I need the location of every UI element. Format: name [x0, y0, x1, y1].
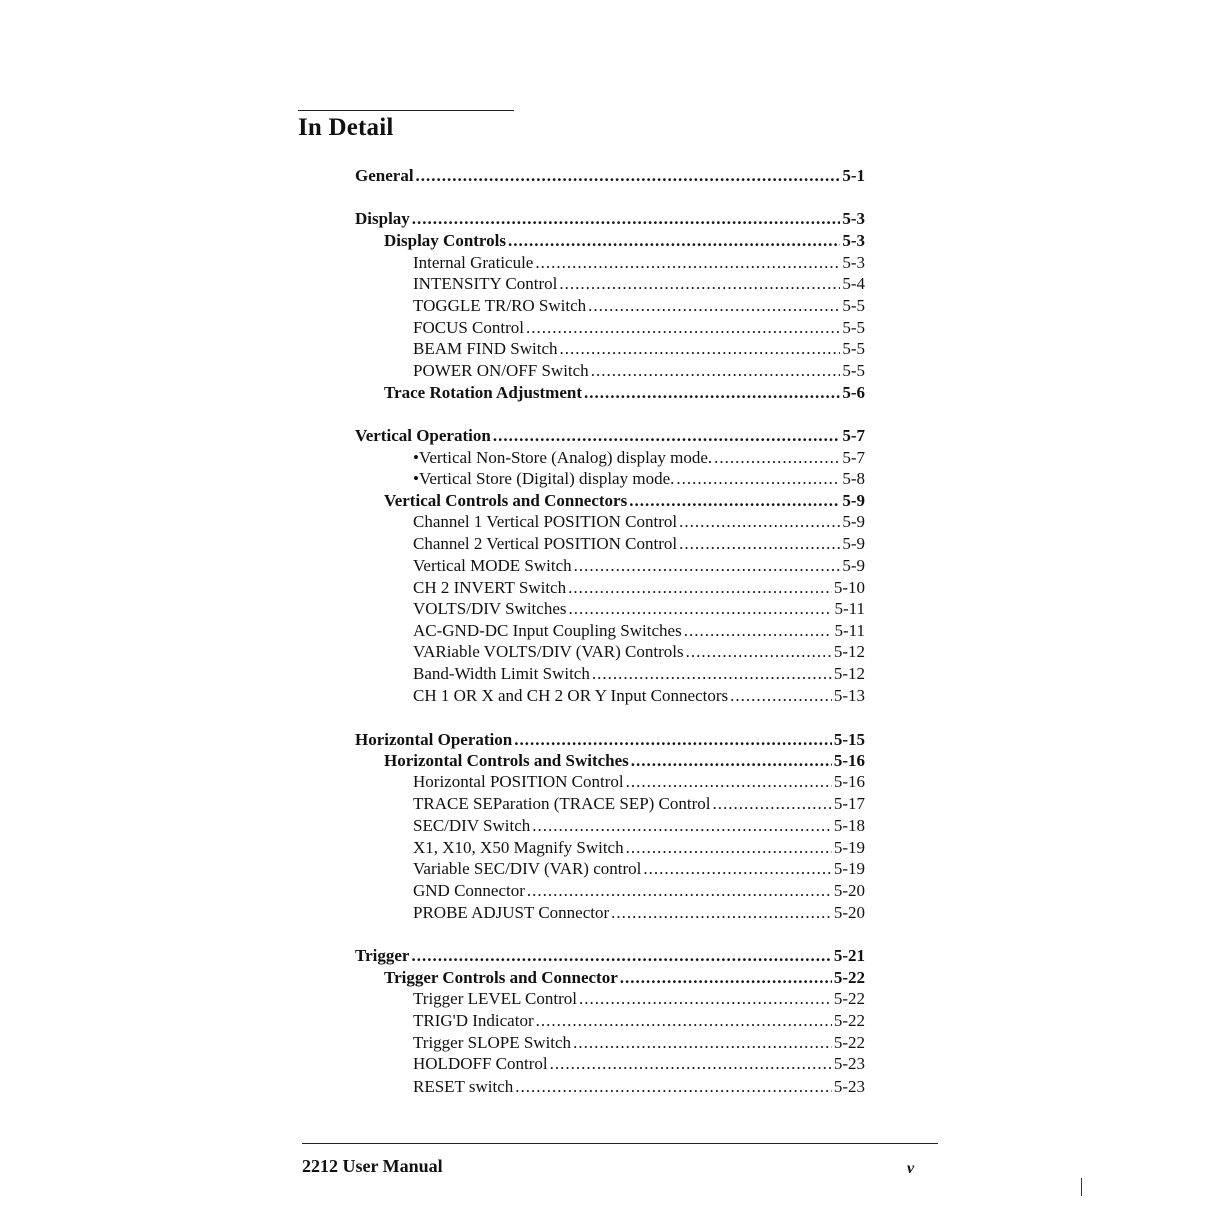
toc-dot-leader [527, 880, 832, 902]
toc-dot-leader [560, 338, 841, 360]
toc-entry-page: 5-17 [833, 794, 865, 813]
toc-entry-page: 5-7 [842, 448, 865, 467]
toc-entry [413, 641, 865, 663]
toc-entry [413, 1032, 865, 1054]
toc-entry-label: CH 1 OR X and CH 2 OR Y Input Connectors [413, 686, 729, 705]
toc-entry-page: 5-22 [833, 1011, 865, 1030]
toc-entry [384, 750, 865, 772]
toc-entry-page: 5-16 [833, 772, 865, 791]
toc-entry-label: Vertical MODE Switch [413, 556, 572, 575]
toc-entry-page: 5-19 [833, 859, 865, 878]
toc-entry-page: 5-13 [833, 686, 865, 705]
toc-entry-label: Trigger SLOPE Switch [413, 1033, 572, 1052]
toc-dot-leader [515, 1076, 832, 1098]
toc-dot-leader [416, 165, 841, 187]
footer-manual-title: 2212 User Manual [302, 1156, 443, 1176]
toc-entry-label: Variable SEC/DIV (VAR) control [413, 859, 642, 878]
toc-dot-leader [526, 317, 840, 339]
scan-mark [1081, 1178, 1082, 1196]
toc-entry-page: 5-9 [842, 491, 865, 510]
toc-entry-label: Horizontal Operation [355, 730, 513, 749]
toc-dot-leader [620, 967, 832, 989]
toc-entry-page: 5-12 [833, 642, 865, 661]
toc-entry-page: 5-23 [833, 1077, 865, 1096]
toc-entry [413, 771, 865, 793]
toc-dot-leader [626, 837, 832, 859]
toc-entry-label: General [355, 166, 414, 185]
toc-entry-page: 5-16 [833, 751, 865, 770]
toc-entry [355, 208, 865, 230]
toc-entry-label: Vertical Controls and Connectors [384, 491, 628, 510]
toc-entry [413, 360, 865, 382]
toc-entry-page: 5-23 [833, 1054, 865, 1073]
toc-entry [355, 729, 865, 751]
toc-entry [413, 815, 865, 837]
toc-dot-leader [676, 468, 840, 490]
toc-entry [413, 273, 865, 295]
toc-entry [384, 382, 865, 404]
toc-entry-label: GND Connector [413, 881, 525, 900]
toc-dot-leader [684, 620, 833, 642]
toc-dot-leader [574, 555, 841, 577]
toc-dot-leader [631, 750, 832, 772]
toc-dot-leader [588, 295, 840, 317]
toc-dot-leader [643, 858, 831, 880]
toc-entry-label: Channel 2 Vertical POSITION Control [413, 534, 678, 553]
toc-entry-page: 5-3 [842, 253, 865, 272]
toc-entry-label: Band-Width Limit Switch [413, 664, 590, 683]
toc-entry-label: Horizontal POSITION Control [413, 772, 624, 791]
toc-entry-label: Internal Graticule [413, 253, 534, 272]
toc-entry-label: Trigger Controls and Connector [384, 968, 618, 987]
toc-entry-page: 5-5 [842, 339, 865, 358]
toc-entry-label: TOGGLE TR/RO Switch [413, 296, 587, 315]
toc-entry [413, 338, 865, 360]
toc-entry-page: 5-1 [842, 166, 865, 185]
toc-dot-leader [514, 729, 832, 751]
toc-entry [413, 620, 865, 642]
toc-entry [413, 468, 865, 490]
toc-entry [413, 663, 865, 685]
toc-dot-leader [611, 902, 832, 924]
toc-entry-label: AC-GND-DC Input Coupling Switches [413, 621, 682, 640]
toc-dot-leader [591, 360, 841, 382]
toc-entry-label: FOCUS Control [413, 318, 524, 337]
toc-entry [413, 533, 865, 555]
toc-dot-leader [730, 685, 832, 707]
toc-entry [384, 490, 865, 512]
toc-entry-label: Trigger LEVEL Control [413, 989, 578, 1008]
toc-entry-label: Trace Rotation Adjustment [384, 383, 582, 402]
toc-dot-leader [573, 1032, 832, 1054]
toc-dot-leader [626, 771, 832, 793]
footer-page-number: v [907, 1160, 915, 1177]
toc-entry-label: •Vertical Store (Digital) display mode. [413, 469, 675, 488]
toc-entry [413, 577, 865, 599]
toc-entry [413, 1010, 865, 1032]
toc-entry [413, 511, 865, 533]
toc-entry [413, 793, 865, 815]
toc-entry-page: 5-5 [842, 361, 865, 380]
toc-dot-leader [714, 447, 840, 469]
toc-entry-page: 5-18 [833, 816, 865, 835]
toc-dot-leader [579, 988, 832, 1010]
toc-entry [413, 1053, 865, 1075]
toc-dot-leader [568, 577, 832, 599]
toc-entry-label: BEAM FIND Switch [413, 339, 558, 358]
toc-dot-leader [550, 1053, 832, 1075]
toc-entry [413, 555, 865, 577]
toc-entry-label: Horizontal Controls and Switches [384, 751, 629, 770]
toc-entry-label: PROBE ADJUST Connector [413, 903, 610, 922]
toc-entry-label: CH 2 INVERT Switch [413, 578, 567, 597]
toc-entry [413, 252, 865, 274]
footer-rule [302, 1143, 938, 1144]
toc-entry [413, 295, 865, 317]
toc-entry-page: 5-22 [833, 968, 865, 987]
toc-entry [413, 685, 865, 707]
toc-entry-page: 5-5 [842, 296, 865, 315]
toc-entry-page: 5-3 [842, 231, 865, 250]
toc-entry-page: 5-15 [833, 730, 865, 749]
toc-entry-label: Vertical Operation [355, 426, 491, 445]
toc-entry [413, 837, 865, 859]
toc-dot-leader [592, 663, 832, 685]
toc-entry-label: VARiable VOLTS/DIV (VAR) Controls [413, 642, 684, 661]
toc-entry-label: X1, X10, X50 Magnify Switch [413, 838, 624, 857]
toc-entry-label: VOLTS/DIV Switches [413, 599, 567, 618]
toc-entry-page: 5-22 [833, 989, 865, 1008]
toc-entry-page: 5-11 [834, 621, 865, 640]
toc-entry-label: TRIG'D Indicator [413, 1011, 534, 1030]
toc-entry-page: 5-3 [842, 209, 865, 228]
toc-entry-page: 5-19 [833, 838, 865, 857]
toc-entry [384, 967, 865, 989]
toc-entry-label: Display [355, 209, 410, 228]
toc-dot-leader [532, 815, 832, 837]
toc-dot-leader [679, 533, 840, 555]
toc-entry-label: SEC/DIV Switch [413, 816, 531, 835]
toc-entry-label: RESET switch [413, 1077, 514, 1096]
toc-dot-leader [412, 208, 841, 230]
toc-dot-leader [713, 793, 832, 815]
toc-entry-label: Trigger [355, 946, 410, 965]
toc-entry-page: 5-21 [833, 946, 865, 965]
toc-entry-label: Channel 1 Vertical POSITION Control [413, 512, 678, 531]
toc-entry-page: 5-10 [833, 578, 865, 597]
toc-dot-leader [584, 382, 840, 404]
toc-entry-label: INTENSITY Control [413, 274, 558, 293]
toc-entry-page: 5-4 [842, 274, 865, 293]
toc-entry-page: 5-8 [842, 469, 865, 488]
toc-entry [413, 880, 865, 902]
toc-dot-leader [493, 425, 841, 447]
toc-entry-page: 5-5 [842, 318, 865, 337]
toc-entry-page: 5-20 [833, 881, 865, 900]
toc-entry-label: TRACE SEParation (TRACE SEP) Control [413, 794, 711, 813]
toc-dot-leader [679, 511, 840, 533]
toc-entry [355, 165, 865, 187]
toc-entry-page: 5-11 [834, 599, 865, 618]
toc-entry [355, 945, 865, 967]
toc-dot-leader [535, 252, 840, 274]
toc-dot-leader [559, 273, 840, 295]
toc-entry-page: 5-9 [842, 512, 865, 531]
toc-entry [413, 447, 865, 469]
toc-entry-label: POWER ON/OFF Switch [413, 361, 589, 380]
toc-entry-label: HOLDOFF Control [413, 1054, 548, 1073]
toc-entry-page: 5-9 [842, 556, 865, 575]
toc-entry [413, 902, 865, 924]
toc-entry-page: 5-6 [842, 383, 865, 402]
toc-entry [384, 230, 865, 252]
toc-entry [413, 598, 865, 620]
toc-entry [413, 317, 865, 339]
toc-entry-label: •Vertical Non-Store (Analog) display mode. [413, 448, 713, 467]
toc-entry-page: 5-9 [842, 534, 865, 553]
toc-entry-page: 5-12 [833, 664, 865, 683]
toc-entry [413, 858, 865, 880]
toc-dot-leader [536, 1010, 832, 1032]
toc-dot-leader [629, 490, 840, 512]
toc-dot-leader [508, 230, 840, 252]
toc-dot-leader [568, 598, 832, 620]
page-title: In Detail [298, 114, 394, 141]
toc-entry-page: 5-7 [842, 426, 865, 445]
toc-entry-page: 5-20 [833, 903, 865, 922]
toc-entry [355, 425, 865, 447]
toc-entry-label: Display Controls [384, 231, 507, 250]
toc-dot-leader [686, 641, 832, 663]
toc-entry [413, 1076, 865, 1098]
toc-dot-leader [411, 945, 831, 967]
toc-entry [413, 988, 865, 1010]
toc-entry-page: 5-22 [833, 1033, 865, 1052]
